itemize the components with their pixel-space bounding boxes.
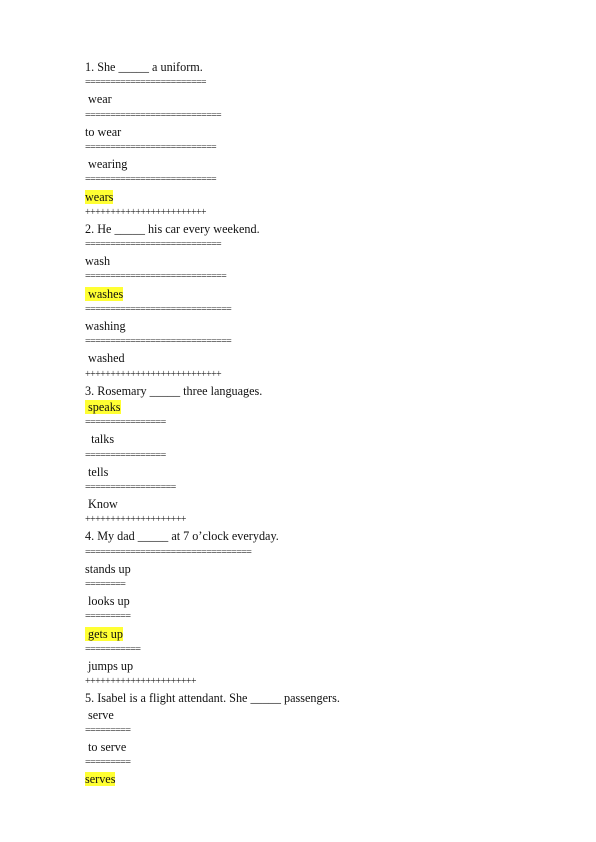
question-text (85, 528, 565, 544)
answer-option (85, 431, 565, 447)
option-label: tells (85, 464, 109, 479)
sep-label: ================ (85, 449, 166, 461)
separator-line (85, 512, 565, 528)
separator-line (85, 755, 565, 771)
option-label: jumps up (85, 658, 134, 673)
question-label: 4. My dad _____ at 7 o’clock everyday. (85, 529, 279, 544)
separator-line (85, 237, 565, 253)
answer-option (85, 658, 565, 674)
sep-label: ++++++++++++++++++++ (85, 514, 186, 526)
answer-option (85, 399, 565, 415)
option-label: looks up (85, 594, 130, 609)
answer-option (85, 561, 565, 577)
sep-label: ========================== (85, 174, 217, 186)
answer-option (85, 739, 565, 755)
answer-option (85, 156, 565, 172)
question-label: 5. Isabel is a flight attendant. She _____ passengers. (85, 691, 340, 706)
answer-option (85, 464, 565, 480)
sep-label: ================================= (85, 546, 252, 558)
answer-option (85, 707, 565, 723)
separator-line (85, 172, 565, 188)
answer-option (85, 124, 565, 140)
separator-line (85, 205, 565, 221)
answer-option (85, 350, 565, 366)
separator-line (85, 448, 565, 464)
option-label: to wear (85, 124, 122, 139)
answer-option (85, 189, 565, 205)
question-text (85, 59, 565, 75)
option-label: talks (85, 432, 115, 447)
quiz-content (85, 59, 565, 787)
question-label: 1. She _____ a uniform. (85, 60, 203, 74)
sep-label: +++++++++++++++++++++++++++ (85, 368, 222, 380)
separator-line (85, 642, 565, 658)
sep-label: ======================== (85, 77, 206, 89)
sep-label: ========= (85, 611, 131, 623)
separator-line (85, 302, 565, 318)
answer-option (85, 593, 565, 609)
question-text (85, 221, 565, 237)
option-label: washed (85, 351, 125, 366)
separator-line (85, 577, 565, 593)
option-label: Know (85, 497, 118, 512)
sep-label: =========================== (85, 109, 222, 121)
answer-option (85, 253, 565, 269)
sep-label: ================== (85, 481, 176, 493)
separator-line (85, 545, 565, 561)
question-text (85, 383, 565, 399)
sep-label: ============================= (85, 303, 232, 315)
sep-label: ============================ (85, 271, 227, 283)
separator-line (85, 140, 565, 156)
sep-label: ================ (85, 417, 166, 429)
sep-label: ============================= (85, 336, 232, 348)
sep-label: =========== (85, 643, 141, 655)
question-label: 2. He _____ his car every weekend. (85, 221, 260, 236)
answer-option (85, 496, 565, 512)
sep-label: ++++++++++++++++++++++ (85, 676, 196, 688)
sep-label: =========================== (85, 239, 222, 251)
sep-label: ========================== (85, 141, 217, 153)
separator-line (85, 723, 565, 739)
answer-option (85, 286, 565, 302)
question-text (85, 690, 565, 706)
correct-answer-highlight: washes (85, 286, 124, 301)
separator-line (85, 609, 565, 625)
option-label: serve (85, 707, 114, 722)
option-label: wearing (85, 157, 128, 172)
separator-line (85, 108, 565, 124)
separator-line (85, 480, 565, 496)
separator-line (85, 269, 565, 285)
answer-option (85, 771, 565, 787)
answer-option (85, 318, 565, 334)
answer-option (85, 91, 565, 107)
separator-line (85, 75, 565, 91)
separator-line (85, 674, 565, 690)
correct-answer-highlight: serves (85, 772, 116, 787)
sep-label: ++++++++++++++++++++++++ (85, 206, 206, 218)
option-label: wash (85, 254, 111, 269)
option-label: to serve (85, 739, 127, 754)
answer-option (85, 626, 565, 642)
option-label: wear (85, 92, 112, 107)
correct-answer-highlight: gets up (85, 626, 123, 641)
sep-label: ========= (85, 724, 131, 736)
option-label: stands up (85, 561, 131, 576)
separator-line (85, 415, 565, 431)
sep-label: ========= (85, 757, 131, 769)
option-label: washing (85, 319, 126, 333)
separator-line (85, 367, 565, 383)
correct-answer-highlight: speaks (85, 399, 121, 414)
correct-answer-highlight: wears (85, 189, 114, 204)
question-label: 3. Rosemary _____ three languages. (85, 383, 263, 398)
sep-label: ======== (85, 579, 126, 590)
separator-line (85, 334, 565, 350)
